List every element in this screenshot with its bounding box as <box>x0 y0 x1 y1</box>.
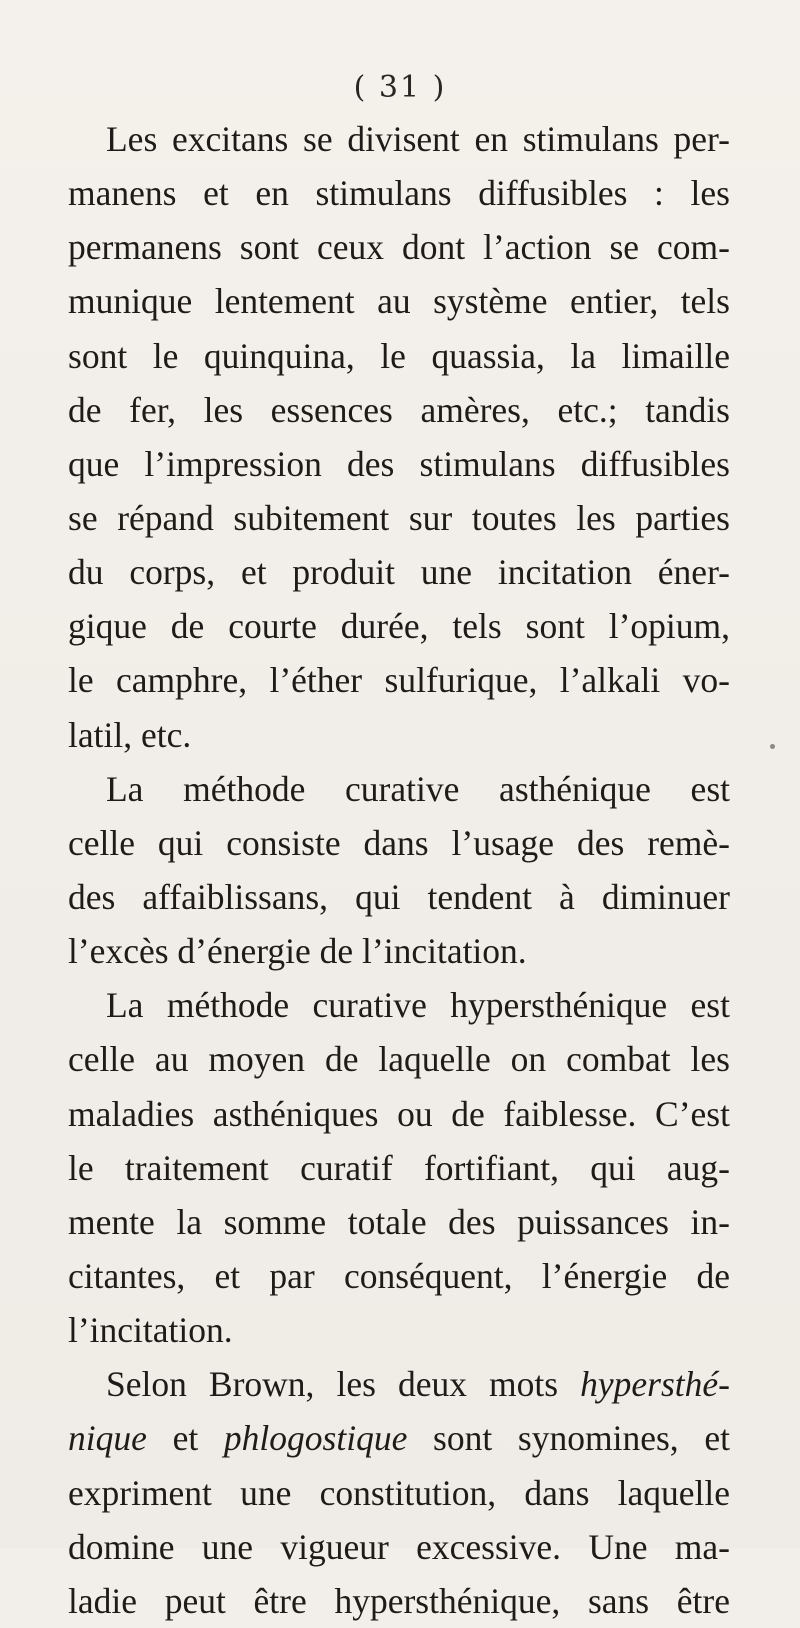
text-line: l’excès d’énergie de l’incitation. <box>68 931 527 972</box>
text-line: ladie peut être hypersthénique, sans être <box>68 1580 730 1621</box>
text-line: maladies asthéniques ou de faiblesse. C’est <box>68 1093 730 1134</box>
text-segment: sont synomines, et <box>407 1418 730 1459</box>
text-line: celle qui consiste dans l’usage des remè- <box>68 822 730 863</box>
page-number: ( 31 ) <box>353 70 447 105</box>
text-line: citantes, et par conséquent, l’énergie de <box>68 1255 730 1296</box>
text-line: sont le quinquina, le quassia, la limaille <box>68 335 730 376</box>
paper-speck <box>770 744 775 749</box>
italic-term: nique <box>68 1418 147 1459</box>
text-line: manens et en stimulans diffusibles : les <box>68 173 730 214</box>
text-line: l’incitation. <box>68 1310 233 1351</box>
text-line <box>68 1357 730 1411</box>
text-line: le camphre, l’éther sulfurique, l’alkali vo- <box>68 660 730 701</box>
text-line: expriment une constitution, dans laquelle <box>68 1472 730 1513</box>
text-line: que l’impression des stimulans diffusibles <box>68 443 730 484</box>
italic-term: hypersthé- <box>580 1364 730 1405</box>
text-line: La méthode curative hypersthénique est <box>106 985 730 1026</box>
body-text <box>68 112 730 1628</box>
text-line: des affaiblissans, qui tendent à diminuer <box>68 876 730 917</box>
text-line: mente la somme totale des puissances in- <box>68 1201 730 1242</box>
italic-term: phlogostique <box>223 1418 408 1459</box>
text-line: le traitement curatif fortifiant, qui aug- <box>68 1147 730 1188</box>
text-line: munique lentement au système entier, tels <box>68 281 730 322</box>
text-line: Les excitans se divisent en stimulans per- <box>106 119 730 159</box>
text-segment: Selon Brown, les deux mots <box>106 1364 581 1405</box>
text-line: domine une vigueur excessive. Une ma- <box>68 1526 730 1567</box>
text-line: gique de courte durée, tels sont l’opium, <box>68 606 730 647</box>
text-line: La méthode curative asthénique est <box>106 768 730 809</box>
text-line: latil, etc. <box>68 714 192 755</box>
text-line: celle au moyen de laquelle on combat les <box>68 1039 730 1080</box>
text-line: du corps, et produit une incitation éner- <box>68 552 730 593</box>
text-line: se répand subitement sur toutes les parties <box>68 497 730 538</box>
text-segment: et <box>146 1418 224 1459</box>
text-line <box>68 1411 730 1465</box>
text-line: de fer, les essences amères, etc.; tandis <box>68 389 730 430</box>
text-line: permanens sont ceux dont l’action se com- <box>68 227 730 268</box>
